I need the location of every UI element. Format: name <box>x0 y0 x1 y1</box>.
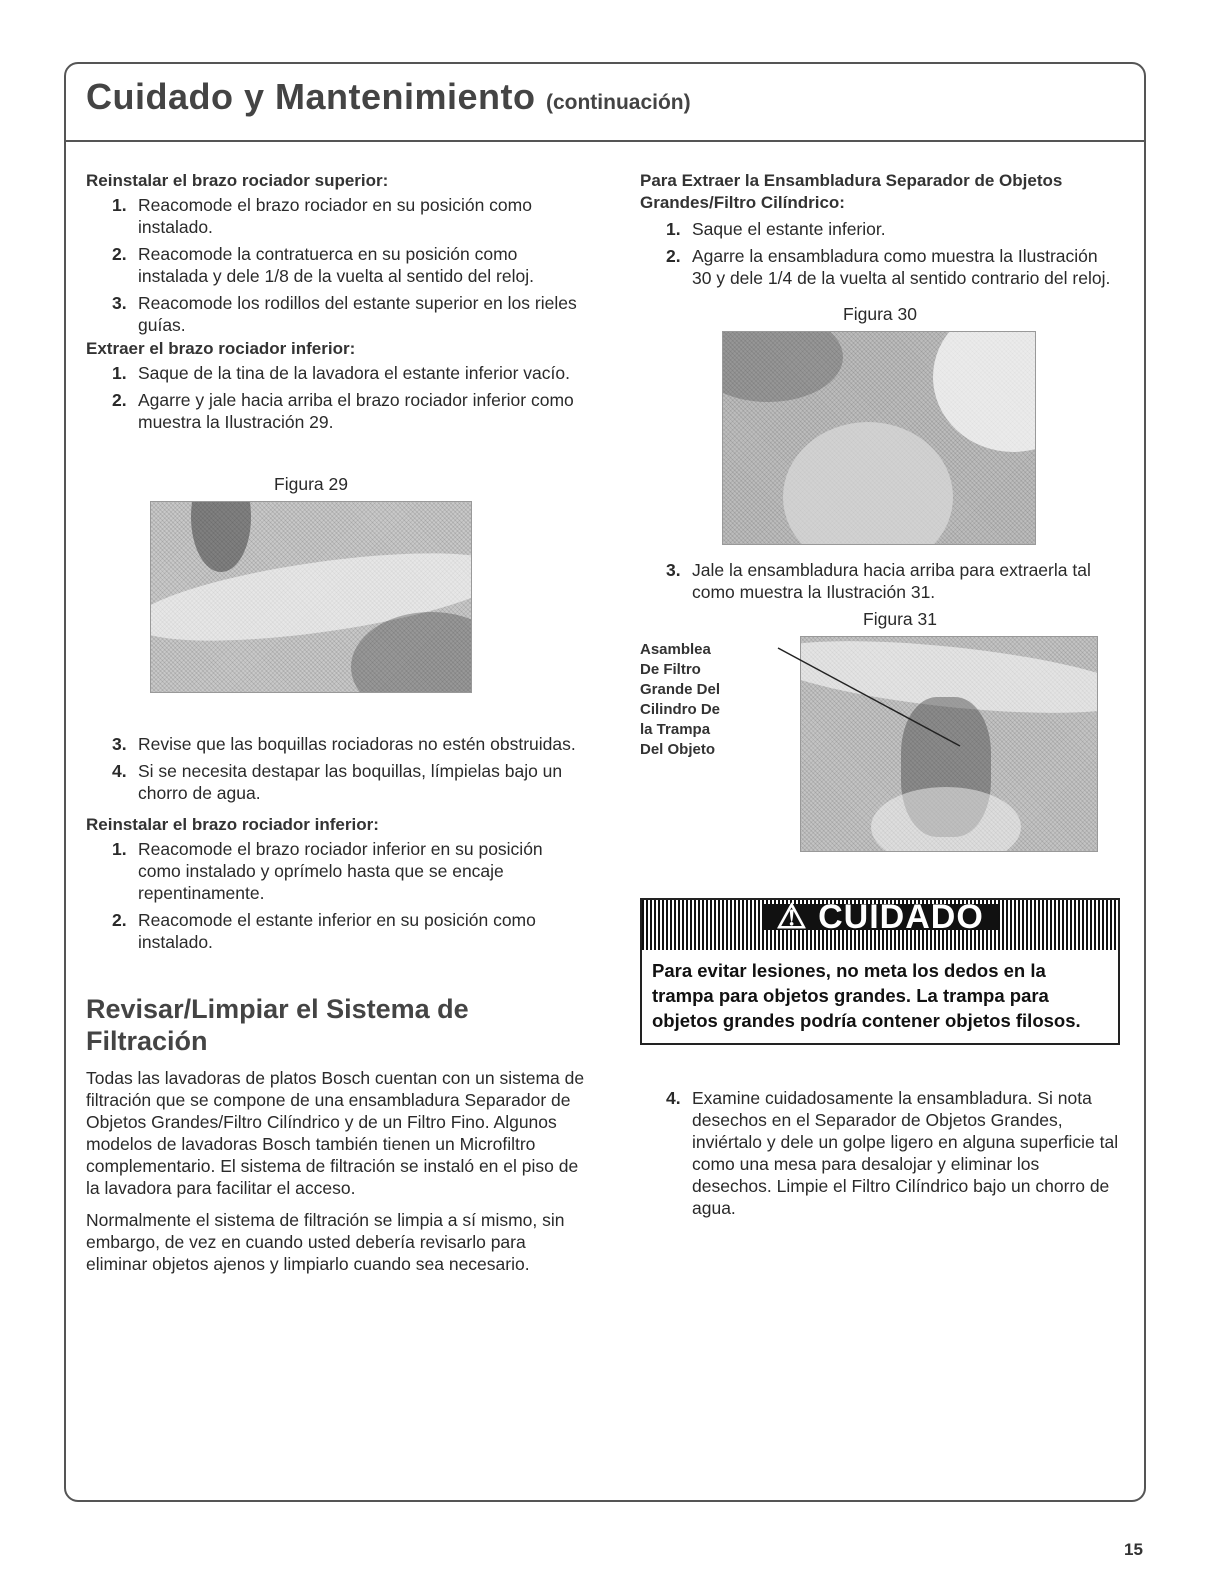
list-item <box>86 389 586 433</box>
step-text: Saque de la tina de la lavadora el estante inferior vacío. <box>138 363 570 383</box>
list-item <box>86 733 586 755</box>
step-number: 1. <box>666 219 681 239</box>
section-heading-reinstall-lower: Reinstalar el brazo rociador inferior: <box>86 815 379 834</box>
list-item <box>86 292 586 336</box>
title-subtitle: (continuación) <box>545 91 691 114</box>
figure-29-caption: Figura 29 <box>274 474 348 494</box>
step-number: 3. <box>666 560 681 580</box>
steps-extract-lower-continued <box>86 733 586 804</box>
step-text: Reacomode el brazo rociador en su posición como instalado. <box>138 195 532 237</box>
callout-line: Grande Del <box>640 681 721 698</box>
step-text: Reacomode los rodillos del estante superior en los rieles guías. <box>138 293 577 335</box>
step-text: Saque el estante inferior. <box>692 219 886 239</box>
step-number: 2. <box>112 244 127 264</box>
section-title-filtration: Revisar/Limpiar el Sistema de Filtración <box>86 994 469 1056</box>
list-item <box>640 559 1120 603</box>
section-heading-extract-filter: Para Extraer la Ensambladura Separador de Objetos Grandes/Filtro Cilíndrico: <box>640 171 1063 212</box>
step-text: Reacomode el estante inferior en su posición como instalado. <box>138 910 536 952</box>
list-item <box>86 243 586 287</box>
step-text: Si se necesita destapar las boquillas, límpielas bajo un chorro de agua. <box>138 761 563 803</box>
step-number: 2. <box>666 246 681 266</box>
list-item <box>640 1087 1120 1219</box>
steps-examine <box>640 1087 1120 1219</box>
step-number: 2. <box>112 390 127 410</box>
step-number: 3. <box>112 293 127 313</box>
figure-30-caption: Figura 30 <box>843 304 917 324</box>
steps-reinstall-lower <box>86 838 586 953</box>
list-item <box>640 218 1120 240</box>
step-text: Agarre y jale hacia arriba el brazo rociador inferior como muestra la Ilustración 29. <box>138 390 574 432</box>
list-item <box>86 760 586 804</box>
caution-box <box>640 898 1120 1045</box>
title-main: Cuidado y Mantenimiento <box>86 76 536 117</box>
list-item <box>86 909 586 953</box>
step-text: Agarre la ensambladura como muestra la Ilustración 30 y dele 1/4 de la vuelta al sentido contrario del reloj. <box>692 246 1111 288</box>
step-text: Revise que las boquillas rociadoras no estén obstruidas. <box>138 734 576 754</box>
filtration-paragraph-2: Normalmente el sistema de filtración se limpia a sí mismo, sin embargo, de vez en cuando usted debería revisarlo para eliminar objetos ajenos y limpiarlo cuando sea necesario. <box>86 1210 565 1274</box>
page-title <box>86 76 691 118</box>
figure-30-photo <box>722 331 1036 545</box>
list-item <box>86 194 586 238</box>
step-number: 4. <box>666 1088 681 1108</box>
step-number: 1. <box>112 839 127 859</box>
list-item <box>640 245 1120 289</box>
step-number: 1. <box>112 195 127 215</box>
figure-29-photo <box>150 501 472 693</box>
steps-extract-filter-continued <box>640 559 1120 603</box>
filtration-paragraph-1: Todas las lavadoras de platos Bosch cuentan con un sistema de filtración que se compone de una ensambladura Separador de Objetos Grandes/Filtro Cilíndrico y de un Filtro Fino. Algunos modelos de lavadoras Bosch también tienen un Microfiltro complementario. El sistema de filtración se instaló en el piso de la lavadora para facilitar el acceso. <box>86 1068 585 1198</box>
caution-header <box>642 900 1118 950</box>
step-text: Jale la ensambladura hacia arriba para extraerla tal como muestra la Ilustración 31. <box>692 560 1091 602</box>
caution-label: ⚠ CUIDADO <box>762 904 998 930</box>
step-number: 3. <box>112 734 127 754</box>
page-number: 15 <box>1124 1540 1143 1559</box>
figure-31-caption: Figura 31 <box>863 609 937 629</box>
callout-line: Cilindro De <box>640 701 721 718</box>
figure-31 <box>640 636 1120 854</box>
steps-extract-lower <box>86 362 586 433</box>
steps-extract-filter <box>640 218 1120 289</box>
step-number: 2. <box>112 910 127 930</box>
callout-leader-line <box>640 636 1120 854</box>
list-item <box>86 362 586 384</box>
step-text: Reacomode la contratuerca en su posición como instalada y dele 1/8 de la vuelta al sentido del reloj. <box>138 244 534 286</box>
step-text: Examine cuidadosamente la ensambladura. Si nota desechos en el Separador de Objetos Grandes, inviértalo y dele un golpe ligero en alguna superficie tal como una mesa para desalojar y eliminar los desechos. Limpie el Filtro Cilíndrico bajo un chorro de agua. <box>692 1088 1119 1218</box>
callout-line: Del Objeto <box>640 741 716 758</box>
callout-line: la Trampa <box>640 721 711 738</box>
right-column <box>640 170 1120 1224</box>
step-number: 4. <box>112 761 127 781</box>
caution-text: Para evitar lesiones, no meta los dedos en la trampa para objetos grandes. La trampa para objetos grandes podría contener objetos filosos. <box>652 960 1081 1031</box>
step-text: Reacomode el brazo rociador inferior en su posición como instalado y oprímelo hasta que se encaje repentinamente. <box>138 839 543 903</box>
list-item <box>86 838 586 904</box>
callout-line: Asamblea <box>640 641 711 658</box>
section-heading-reinstall-upper: Reinstalar el brazo rociador superior: <box>86 171 389 190</box>
title-divider <box>64 140 1146 142</box>
left-column <box>86 170 586 1285</box>
callout-line: De Filtro <box>640 661 701 678</box>
steps-reinstall-upper <box>86 194 586 336</box>
section-heading-extract-lower: Extraer el brazo rociador inferior: <box>86 339 356 358</box>
step-number: 1. <box>112 363 127 383</box>
